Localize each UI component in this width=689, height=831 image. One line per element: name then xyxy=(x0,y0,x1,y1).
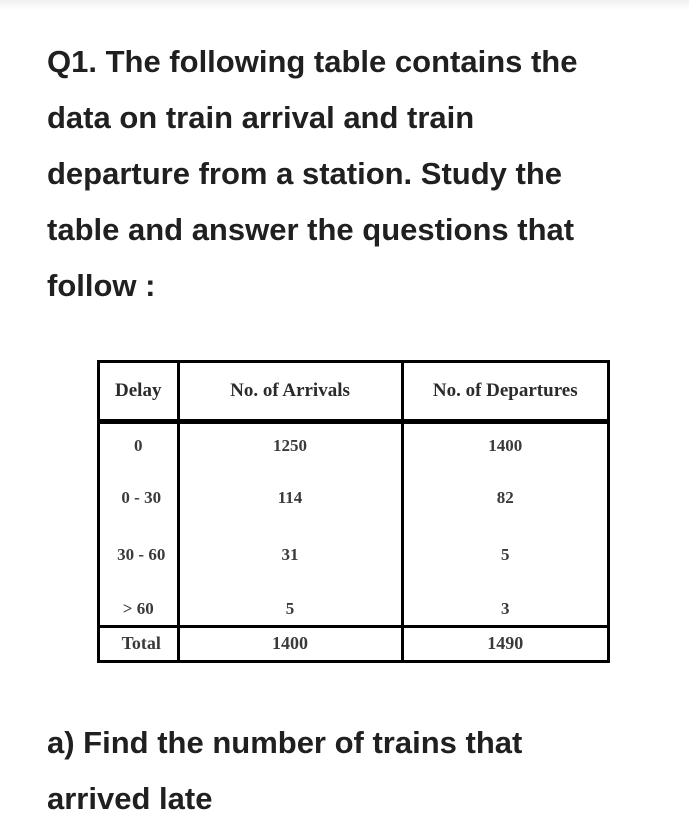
table-row xyxy=(100,527,607,582)
total-label-cell: Total xyxy=(100,626,178,660)
delay-cell: 0 - 30 xyxy=(100,469,178,527)
table-total-row xyxy=(100,626,607,660)
header-departures: No. of Departures xyxy=(402,363,607,421)
question-text xyxy=(47,34,647,314)
header-arrivals: No. of Arrivals xyxy=(178,363,402,421)
top-shadow xyxy=(0,0,689,10)
arrivals-cell: 1250 xyxy=(178,421,402,469)
question-line: Q1. The following table contains the xyxy=(47,44,578,79)
arrivals-cell: 5 xyxy=(178,582,402,626)
arrivals-cell: 31 xyxy=(178,527,402,582)
question-line: data on train arrival and train xyxy=(47,100,475,135)
train-data-table-image xyxy=(97,360,610,663)
departures-cell: 1400 xyxy=(488,436,523,456)
train-data-table xyxy=(100,363,607,660)
table-row xyxy=(100,469,607,527)
sub-question-line: a) Find the number of trains that xyxy=(47,725,523,760)
table-row xyxy=(100,582,607,626)
departures-cell: 82 xyxy=(496,488,514,507)
departures-cell: 5 xyxy=(501,544,510,564)
total-departures-cell: 1490 xyxy=(402,626,607,660)
delay-cell: > 60 xyxy=(100,582,178,626)
question-line: follow : xyxy=(47,268,156,303)
total-arrivals-cell: 1400 xyxy=(178,626,402,660)
table-header-row xyxy=(100,363,607,421)
delay-cell: 0 xyxy=(100,421,178,469)
arrivals-cell: 114 xyxy=(178,469,402,527)
sub-question-a xyxy=(47,715,647,827)
question-line: table and answer the questions that xyxy=(47,212,575,247)
departures-cell: 3 xyxy=(501,598,510,618)
header-delay: Delay xyxy=(100,363,178,421)
question-line: departure from a station. Study the xyxy=(47,156,563,191)
table-row xyxy=(100,421,607,469)
delay-cell: 30 - 60 xyxy=(100,527,178,582)
sub-question-line: arrived late xyxy=(47,781,213,816)
